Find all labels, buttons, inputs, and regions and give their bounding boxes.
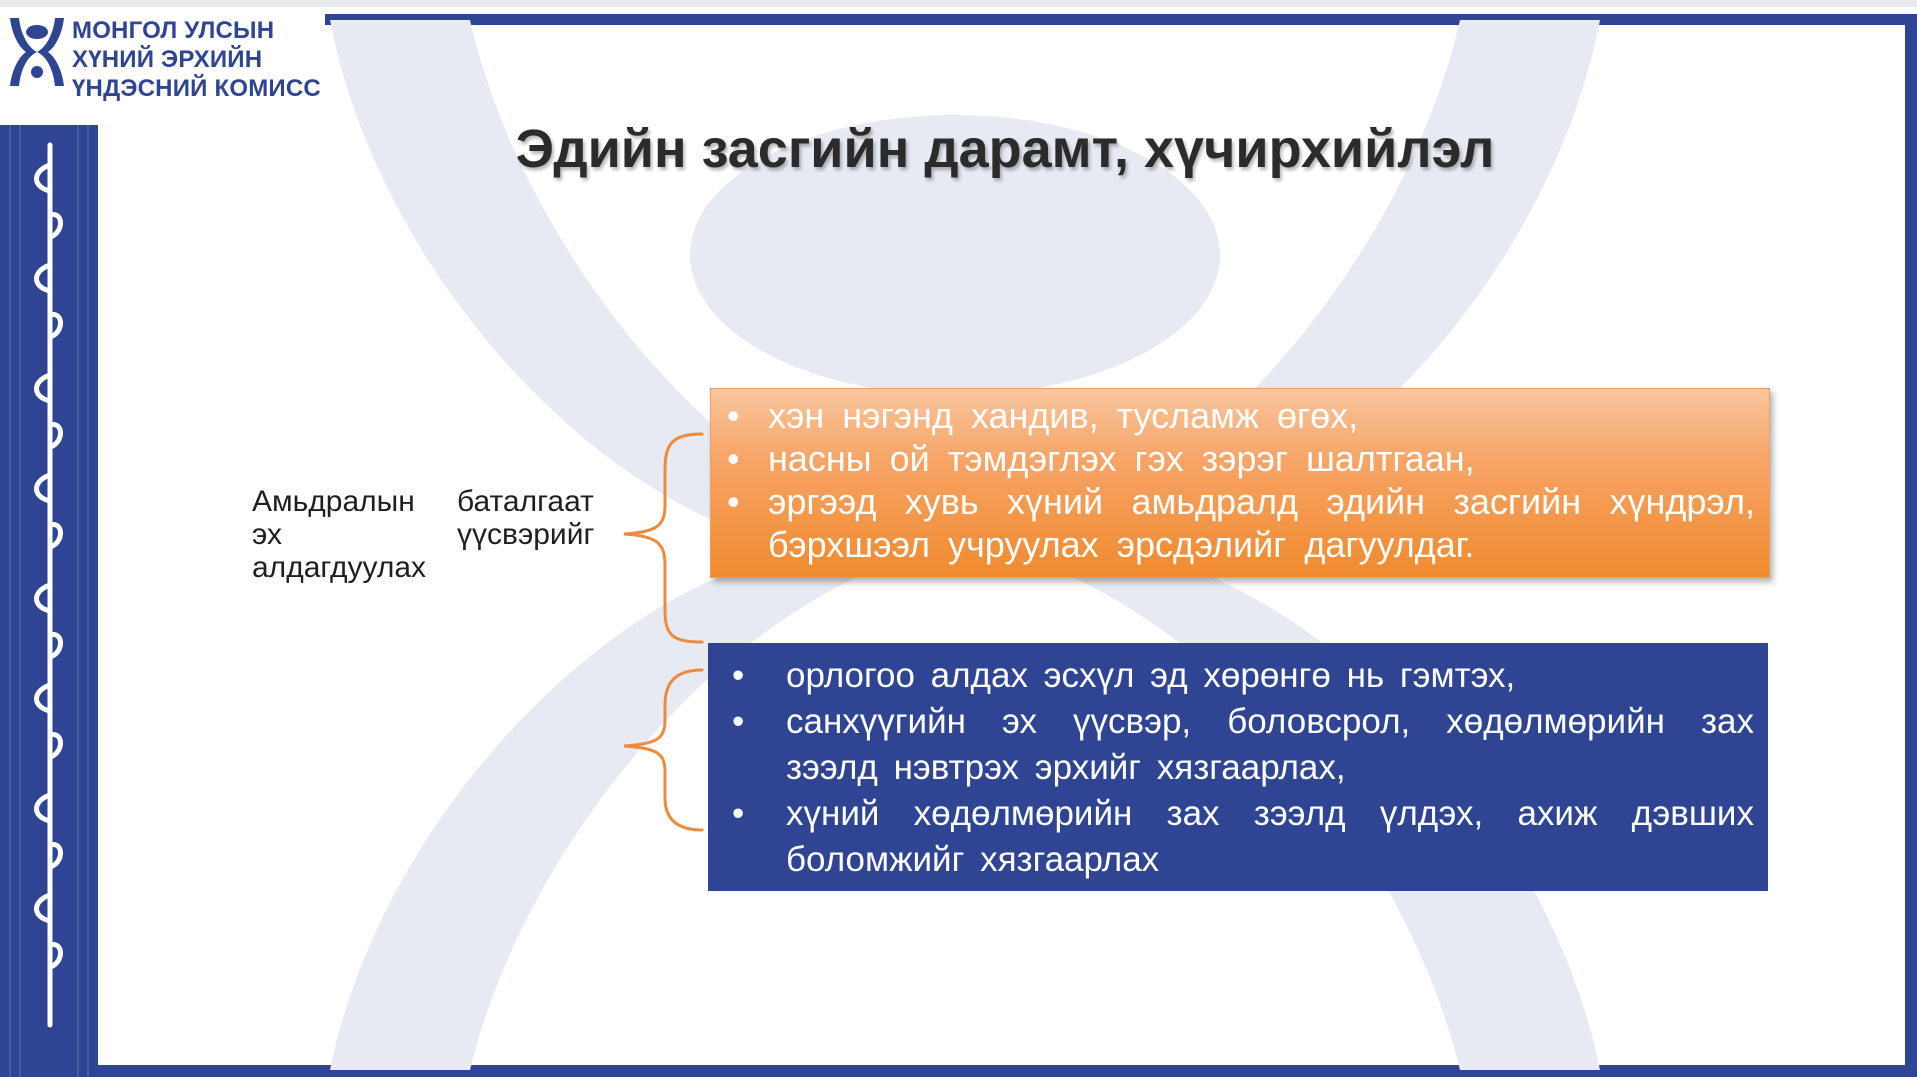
orange-bullet-list [723, 394, 1755, 566]
bullet-icon: • [732, 702, 745, 741]
right-accent-bar [1905, 14, 1917, 1077]
list-item-text: эргээд хувь хүний амьдралд эдийн засгийн хүндрэл, бэрхшээл учруулах эрсдэлийг дагуулдаг. [768, 481, 1755, 565]
logo-line-2: ХҮНИЙ ЭРХИЙН [72, 46, 263, 73]
curly-braces-icon [610, 420, 710, 850]
organization-logo [0, 0, 330, 120]
bullet-icon: • [732, 794, 745, 833]
list-item [718, 653, 1754, 699]
list-item [723, 394, 1755, 437]
footer-watermark: МОНГОЛ УЛСЫН ИХ ХУРАЛ [1720, 1050, 1897, 1065]
left-label-part-2: баталгаат үүсвэрийг [457, 485, 595, 551]
list-item-text: хэн нэгэнд хандив, тусламж өгөх, [768, 395, 1359, 436]
bullet-icon: • [727, 395, 740, 436]
orange-cause-box [710, 388, 1770, 578]
list-item-text: санхүүгийн эх үүсвэр, боловсрол, хөдөлмөрийн зах зээлд нэвтрэх эрхийг хязгаарлах, [786, 702, 1754, 787]
bullet-icon: • [732, 656, 745, 695]
left-decorative-panel [0, 125, 98, 1077]
list-item [718, 791, 1754, 883]
list-item-text: насны ой тэмдэглэх гэх зэрэг шалтгаан, [768, 438, 1475, 479]
logo-line-3: ҮНДЭСНИЙ КОМИСС [72, 75, 321, 102]
left-label-part-1: Амьдралын эх алдагдуулах [252, 485, 427, 584]
list-item [723, 437, 1755, 480]
bullet-icon: • [727, 481, 740, 522]
logo-line-1: МОНГОЛ УЛСЫН [72, 17, 275, 44]
list-item-text: хүний хөдөлмөрийн зах зээлд үлдэх, ахиж дэвших боломжийг хязгаарлах [786, 794, 1754, 879]
list-item [718, 699, 1754, 791]
slide-title: Эдийн засгийн дарамт, хүчирхийлэл [515, 119, 1495, 179]
list-item-text: орлогоо алдах эсхүл эд хөрөнгө нь гэмтэх, [786, 656, 1516, 695]
mongol-script-decoration-icon [0, 125, 98, 1077]
blue-consequence-box [708, 643, 1768, 891]
nhrc-logo-icon [8, 18, 66, 100]
blue-bullet-list [718, 653, 1754, 883]
bullet-icon: • [727, 438, 740, 479]
list-item [723, 480, 1755, 566]
organization-name [72, 16, 321, 103]
